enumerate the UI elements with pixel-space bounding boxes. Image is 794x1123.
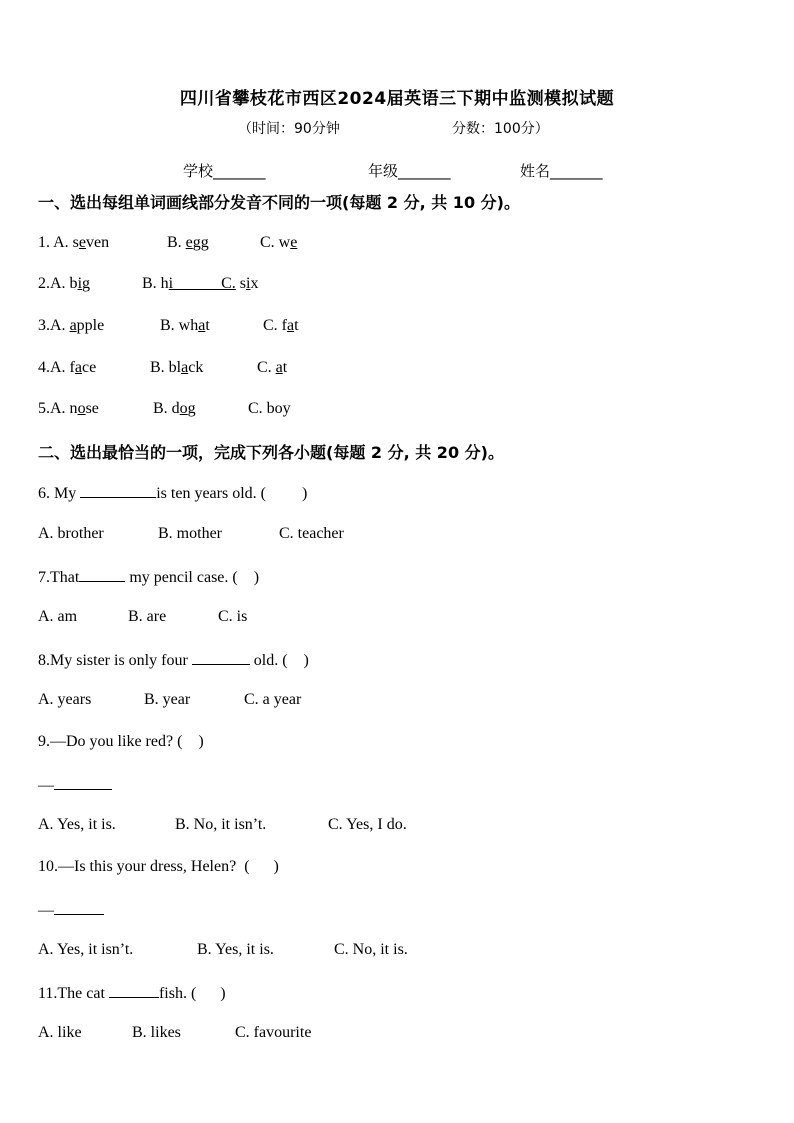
question-6-option-a: A. brother — [38, 525, 104, 542]
question-10-stem: 10.—Is this your dress, Helen? ( ) — [38, 858, 279, 875]
question-10-answer-line: — — [38, 900, 104, 920]
question-3-option-a: 3.A. apple — [38, 317, 105, 334]
question-10-option-c: C. No, it is. — [334, 941, 408, 958]
question-4-option-c: C. at — [257, 359, 288, 376]
question-8-option-b: B. year — [144, 691, 191, 708]
school-field: 学校_______ — [183, 162, 266, 180]
question-11-stem: 11.The cat fish. ( ) — [38, 985, 226, 1002]
question-1-option-a: 1. A. seven — [38, 234, 110, 251]
question-9-answer-line: — — [38, 775, 112, 795]
question-8-option-c: C. a year — [244, 691, 302, 708]
question-6-option-b: B. mother — [158, 525, 222, 542]
answer-blank — [79, 567, 125, 582]
question-10-option-a: A. Yes, it isn’t. — [38, 941, 134, 958]
question-3-option-c: C. fat — [263, 317, 299, 334]
grade-field: 年级_______ — [368, 162, 451, 180]
question-4-option-b: B. black — [150, 359, 204, 376]
question-5-option-b: B. dog — [153, 400, 196, 417]
question-1-option-c: C. we — [260, 234, 298, 251]
question-8-stem: 8.My sister is only four old. ( ) — [38, 652, 309, 669]
question-1-option-b: B. egg — [167, 234, 209, 251]
answer-blank — [192, 650, 250, 665]
answer-blank — [54, 775, 112, 790]
question-6-stem: 6. My is ten years old. ( ) — [38, 485, 308, 502]
exam-title: 四川省攀枝花市西区2024届英语三下期中监测模拟试题 — [179, 89, 615, 109]
question-9-option-a: A. Yes, it is. — [38, 816, 116, 833]
answer-blank — [54, 900, 104, 915]
question-7-option-b: B. are — [128, 608, 167, 625]
question-6-option-c: C. teacher — [279, 525, 344, 542]
question-10-option-b: B. Yes, it is. — [197, 941, 274, 958]
question-7-option-c: C. is — [218, 608, 248, 625]
question-9-option-b: B. No, it isn’t. — [175, 816, 267, 833]
time-label: （时间：90分钟 — [238, 121, 340, 137]
question-7-stem: 7.That my pencil case. ( ) — [38, 569, 260, 586]
question-4-option-a: 4.A. face — [38, 359, 97, 376]
question-8-option-a: A. years — [38, 691, 92, 708]
question-2-option-a: 2.A. big — [38, 275, 91, 292]
question-11-option-b: B. likes — [132, 1024, 181, 1041]
answer-blank — [109, 983, 159, 998]
question-3-option-b: B. what — [160, 317, 210, 334]
section-2-heading: 二、选出最恰当的一项，完成下列各小题(每题 2 分, 共 20 分)。 — [38, 443, 504, 462]
score-label: 分数：100分） — [452, 121, 549, 137]
section-1-heading: 一、选出每组单词画线部分发音不同的一项(每题 2 分, 共 10 分)。 — [38, 193, 520, 212]
question-5-option-c: C. boy — [248, 400, 291, 417]
question-11-option-c: C. favourite — [235, 1024, 312, 1041]
answer-blank — [80, 483, 156, 498]
question-9-option-c: C. Yes, I do. — [328, 816, 407, 833]
question-9-stem: 9.—Do you like red? ( ) — [38, 733, 204, 750]
name-field: 姓名_______ — [520, 162, 603, 180]
question-7-option-a: A. am — [38, 608, 78, 625]
question-5-option-a: 5.A. nose — [38, 400, 99, 417]
question-2-option-b: B. hi______C. six — [142, 275, 259, 292]
question-11-option-a: A. like — [38, 1024, 82, 1041]
